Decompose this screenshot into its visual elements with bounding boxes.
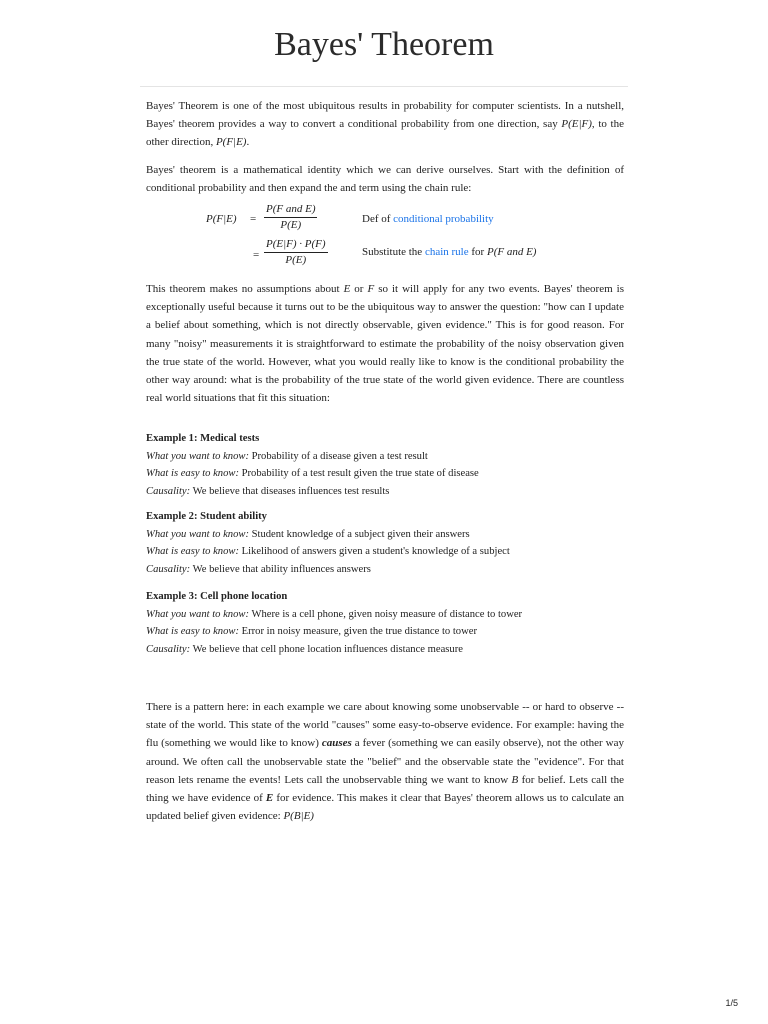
pattern-paragraph — [146, 698, 624, 825]
step-1-prefix: Def of — [362, 213, 394, 225]
p3-text-b: so it will apply for any two events. Bayes' theorem is exceptionally useful because it turns out to be the ubiquitous way to answer the question: "how can I update a belief about something, which is not directly observable, given evidence." This is for good reason. For many "noisy" measurements it is straightforward to estimate the probability of the noisy observation given the true state of the world. However, what you would really like to know is the conditional probability the other way around: what is the probability of the true state of the world given evidence. There are countless real world situations that fit this situation: — [146, 283, 624, 405]
want-label: What you want to know: — [146, 450, 249, 462]
step-2-prefix: Substitute the — [362, 246, 425, 258]
p4-text-c: for belief. Lets call the thing we have evidence of — [146, 773, 624, 805]
page-number: 1/5 — [725, 998, 738, 1008]
math-p-f-given-e: P(F|E) — [215, 136, 247, 149]
example-heading: Example 2: Student ability — [146, 511, 267, 522]
easy-text: Probability of a test result given the true state of disease — [238, 468, 479, 479]
example-student-ability — [146, 508, 624, 578]
fraction-1-numerator: P(F and E) — [266, 203, 316, 215]
easy-text: Likelihood of answers given a student's knowledge of a subject — [238, 546, 510, 557]
want-text: Where is a cell phone, given noisy measure of distance to tower — [248, 608, 523, 620]
chain-rule-link[interactable]: chain rule — [424, 246, 469, 258]
equals-sign-1: = — [250, 213, 257, 225]
fraction-2-denominator: P(E) — [285, 254, 307, 266]
easy-text: Error in noisy measure, given the true distance to tower — [238, 626, 477, 637]
fraction-chain-rule — [264, 238, 328, 266]
fraction-1-denominator: P(E) — [280, 219, 302, 231]
causality-label: Causality: — [146, 563, 191, 575]
math-p-b-given-e: P(B|E) — [283, 810, 314, 823]
equals-sign-2: = — [253, 249, 260, 261]
easy-label: What is easy to know: — [146, 546, 239, 557]
step-1-note — [362, 213, 494, 225]
causality-label: Causality: — [146, 643, 191, 655]
example-want-line — [146, 448, 624, 466]
p3-text-a: This theorem makes no assumptions about — [146, 283, 344, 295]
event-b: B — [511, 773, 519, 786]
fraction-2-bar — [264, 252, 328, 253]
equation-lhs: P(F|E) — [206, 213, 237, 225]
example-heading: Example 1: Medical tests — [146, 433, 260, 444]
causality-text: We believe that cell phone location influences distance measure — [190, 643, 463, 655]
example-medical-tests — [146, 430, 624, 500]
step-2-math: P(F and E) — [486, 246, 537, 258]
example-causality-line — [146, 561, 624, 579]
example-causality-line — [146, 483, 624, 501]
bayes-derivation — [206, 203, 606, 275]
conditional-probability-link[interactable]: conditional probability — [393, 213, 494, 225]
fraction-definition — [264, 203, 317, 231]
example-cell-phone-location — [146, 588, 624, 658]
causality-text: We believe that diseases influences test results — [190, 485, 390, 497]
want-text: Probability of a disease given a test result — [248, 450, 428, 462]
fraction-2-numerator: P(E|F) · P(F) — [266, 238, 326, 250]
example-easy-line — [146, 465, 624, 483]
p4-text-b: a fever (something we can easily observe), not the other way around. We often call the unobservable state the "belief" and the observable state the "evidence". For that reason lets rename the events! Lets call the unobservable thing we want to know — [146, 737, 624, 786]
example-heading: Example 3: Cell phone location — [146, 591, 288, 602]
easy-label: What is easy to know: — [146, 626, 239, 637]
title-divider — [140, 86, 628, 87]
want-text: Student knowledge of a subject given their answers — [248, 528, 470, 540]
example-want-line — [146, 526, 624, 544]
step-2-note — [362, 246, 536, 258]
event-e-bold: E — [265, 792, 274, 805]
causality-label: Causality: — [146, 485, 191, 497]
intro-text-c: . — [246, 136, 250, 149]
want-label: What you want to know: — [146, 528, 249, 540]
p4-text-a: There is a pattern here: in each example we care about knowing some unobservable -- or hard to observe -- state of the world. This state of the world "causes" some easy-to-observe evidence. For example: having the flu (something we would like to know) — [146, 701, 624, 750]
intro-text-b: , to the other direction, — [146, 118, 624, 149]
theorem-explanation-paragraph — [146, 280, 624, 407]
causality-text: We believe that ability influences answers — [190, 563, 371, 575]
example-easy-line — [146, 623, 624, 641]
fraction-1-bar — [264, 217, 317, 218]
intro-paragraph-2: Bayes' theorem is a mathematical identity which we can derive ourselves. Start with the definition of conditional probability and then expand the and term using the chain rule: — [146, 164, 624, 195]
step-2-suffix: for — [468, 246, 487, 258]
p3-or: or — [350, 283, 368, 295]
example-causality-line — [146, 641, 624, 659]
p4-text-d: for evidence. This makes it clear that Bayes' theorem allows us to calculate an updated belief given evidence: — [146, 792, 624, 823]
example-want-line — [146, 606, 624, 624]
example-easy-line — [146, 543, 624, 561]
want-label: What you want to know: — [146, 608, 249, 620]
event-e: E — [343, 283, 351, 295]
causes-emphasis: causes — [321, 737, 352, 750]
intro-text-a: Bayes' Theorem is one of the most ubiquitous results in probability for computer scientists. In a nutshell, Bayes' theorem provides a way to convert a conditional probability from one direction, say — [146, 100, 624, 131]
event-f: F — [367, 283, 375, 295]
page-title: Bayes' Theorem — [274, 26, 494, 63]
intro-paragraph-1 — [146, 97, 624, 152]
math-p-e-given-f: P(E|F) — [561, 118, 592, 131]
easy-label: What is easy to know: — [146, 468, 239, 479]
